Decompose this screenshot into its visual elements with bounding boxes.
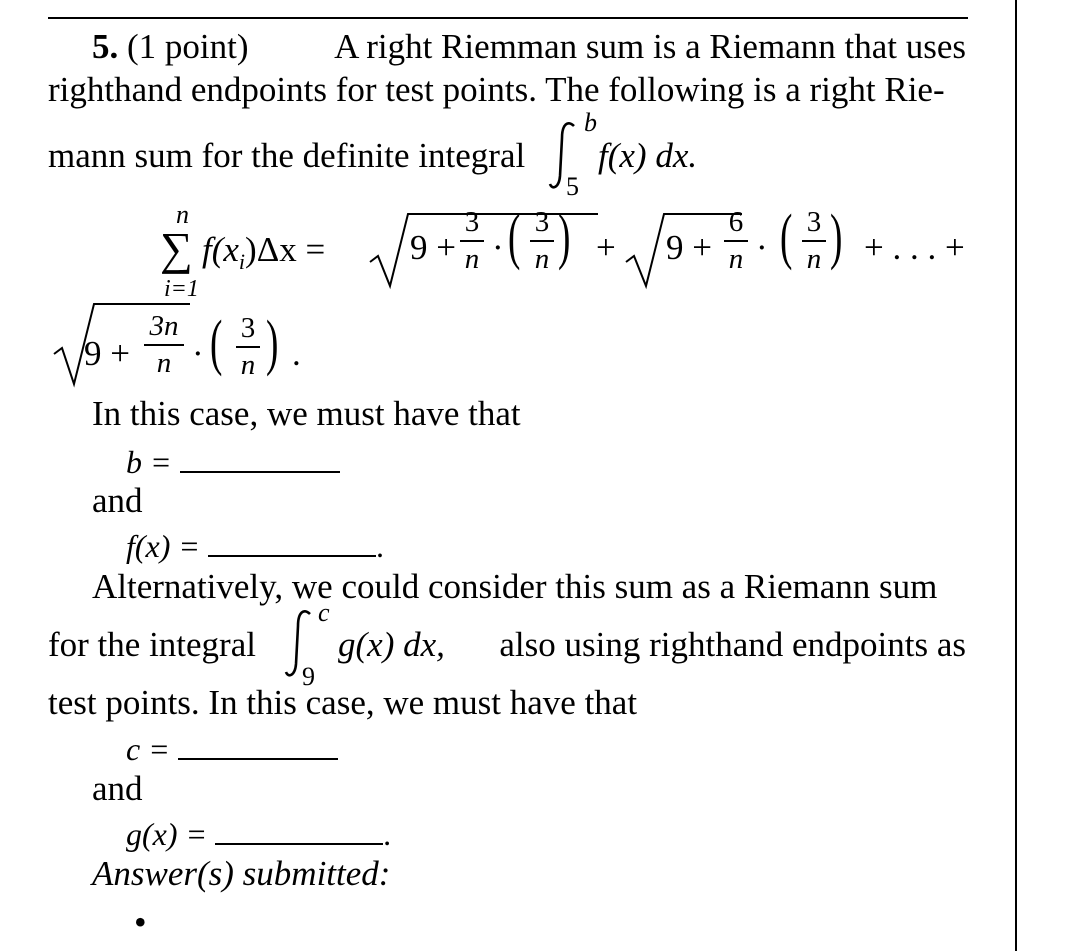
paren-open-3: (	[210, 309, 223, 377]
top-rule	[48, 17, 968, 19]
paren-close-1: )	[558, 203, 571, 271]
term-2-fraction: 6 n	[724, 208, 748, 274]
term-1-fraction: 3 n	[460, 208, 484, 274]
f-answer-field[interactable]	[208, 555, 376, 557]
term-3-fraction: 3n n	[144, 312, 184, 378]
radical-1	[368, 210, 608, 290]
g-label: g(x) =	[126, 816, 208, 852]
answers-submitted-label: Answer(s) submitted:	[92, 854, 391, 893]
term-2-dot: ·	[756, 228, 768, 267]
sum-lower-limit: i=1	[164, 276, 199, 302]
term-1-dot: ·	[492, 228, 504, 267]
c-answer-row	[126, 731, 338, 768]
c-label: c =	[126, 731, 170, 767]
problem-line-1-text: A right Riemman sum is a Riemann that uses	[334, 27, 966, 66]
and-2: and	[92, 769, 143, 808]
term-3-paren-fraction: 3 n	[236, 314, 260, 380]
answer-bullet: •	[134, 902, 147, 942]
for-the-integral: for the integral	[48, 625, 256, 664]
b-answer-row	[126, 444, 340, 481]
c-answer-field[interactable]	[178, 758, 338, 760]
term-2-nine-plus: 9 +	[666, 228, 712, 267]
integral-1-integrand: f(x) dx.	[598, 136, 698, 175]
part-b-intro: In this case, we must have that	[92, 394, 521, 433]
term-1-paren-fraction: 3 n	[530, 208, 554, 274]
integral-2-upper: c	[318, 598, 330, 627]
sum-period: .	[292, 334, 301, 373]
test-points-line: test points. In this case, we must have that	[48, 683, 638, 722]
sum-lhs: $f(x_i)\Delta x$ =	[202, 230, 326, 274]
problem-number: 5.	[92, 27, 119, 66]
problem-line-1	[92, 29, 966, 64]
sum-ellipsis: + . . . +	[864, 228, 965, 267]
problem-line-2: righthand endpoints for test points. The following is a right Rie-	[48, 70, 945, 109]
plus-1: +	[596, 228, 616, 267]
b-answer-field[interactable]	[180, 471, 340, 473]
f-label: f(x) =	[126, 528, 200, 564]
g-answer-row: g(x) = .	[126, 816, 392, 852]
term-2-paren-fraction: 3 n	[802, 208, 826, 274]
term-3-nine-plus: 9 +	[84, 334, 130, 373]
term-1-nine-plus: 9 +	[410, 228, 456, 267]
integral-2-lower: 9	[302, 662, 315, 691]
and-1: and	[92, 481, 143, 520]
problem-points: (1 point)	[127, 27, 249, 66]
paren-open-2: (	[780, 203, 793, 271]
integral-1-upper: b	[584, 108, 597, 137]
g-answer-field[interactable]	[215, 843, 383, 845]
problem-line-3: mann sum for the definite integral	[48, 136, 526, 175]
sum-upper-limit: n	[176, 200, 189, 229]
integral-1-lower: 5	[566, 172, 579, 201]
f-answer-row: f(x) = .	[126, 528, 384, 564]
right-border	[1015, 0, 1017, 951]
paren-close-3: )	[266, 309, 279, 377]
paren-open-1: (	[508, 203, 521, 271]
sigma-icon: ∑	[160, 223, 193, 274]
integral-2-integrand: g(x) dx,	[338, 625, 445, 664]
alt-rest: also using righthand endpoints as	[499, 625, 966, 664]
paren-close-2: )	[830, 203, 843, 271]
b-label: b =	[126, 444, 172, 480]
term-3-dot: ·	[192, 334, 204, 373]
alt-line: Alternatively, we could consider this sum as a Riemann sum	[92, 567, 938, 606]
